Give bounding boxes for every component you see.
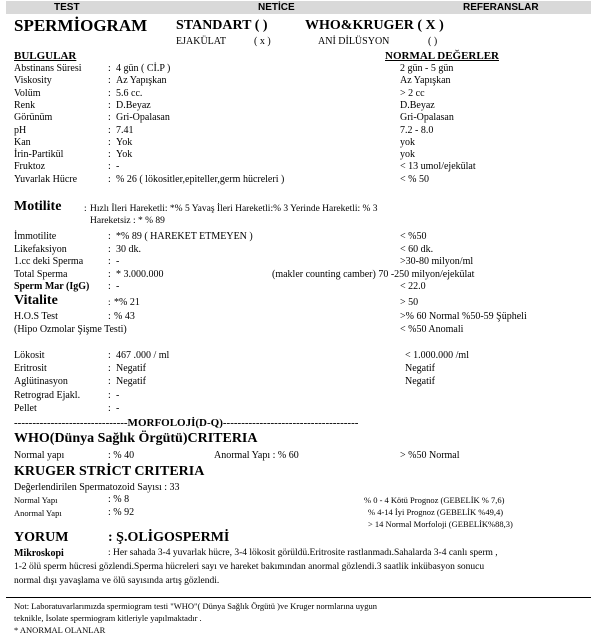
mikroskopi-label: Mikroskopi — [14, 548, 64, 559]
result-separator: : — [108, 112, 111, 124]
kruger-title: KRUGER STRİCT CRITERIA — [14, 464, 205, 479]
result-value: * 3.000.000 — [116, 268, 164, 280]
result-value: 7.41 — [116, 124, 134, 136]
result-value: 4 gün ( Cİ.P ) — [116, 63, 171, 74]
result-reference: Gri-Opalasan — [400, 112, 454, 124]
result-separator: : — [108, 376, 111, 388]
result-value: 467 .000 / ml — [116, 350, 170, 361]
result-label: Pellet — [14, 402, 37, 414]
result-reference: yok — [400, 149, 415, 161]
result-reference: < %50 — [400, 231, 427, 242]
who-title: WHO(Dünya Sağlık Örgütü)CRITERIA — [14, 431, 258, 446]
result-label: İmmotilite — [14, 231, 57, 242]
result-separator: : — [108, 402, 111, 414]
result-separator: : — [108, 161, 111, 173]
ani-dilusyon-label: ANİ DİLÜSYON — [318, 36, 390, 47]
result-separator: : — [108, 149, 111, 161]
note-line2: teknikle, İsolate spermiogram kitleriyle yapılmaktadır . — [14, 613, 202, 623]
result-label: Likefaksiyon — [14, 243, 67, 255]
kruger-degerlendirilen: Değerlendirilen Spermatozoid Sayısı : 33 — [14, 482, 180, 493]
result-label: Aglütinasyon — [14, 376, 68, 388]
result-separator: : — [108, 389, 111, 401]
result-label: Eritrosit — [14, 363, 47, 375]
mikroskopi-line2: 1-2 ölü sperm hücresi gözlendi.Sperma hücreleri sayı ve hareket bakımından anormal gözlendi.3 saatlik inkübasyon sonucu — [14, 562, 485, 572]
result-separator: : — [108, 173, 111, 185]
header-netice: NETİCE — [258, 2, 295, 13]
result-value: Gri-Opalasan — [116, 112, 170, 124]
vitalite-ref: > 50 — [400, 297, 419, 308]
result-separator: : — [108, 87, 111, 99]
kruger-anormal-value: : % 92 — [108, 507, 135, 518]
result-value: Yok — [116, 149, 133, 161]
result-separator: : — [108, 350, 111, 361]
result-value: - — [116, 402, 120, 414]
column-bulgular: BULGULAR — [14, 50, 77, 62]
result-label: Kan — [14, 136, 31, 148]
result-reference: Negatif — [405, 376, 435, 388]
result-reference: (makler counting camber) 70 -250 milyon/ejekülat — [272, 268, 475, 280]
result-reference: D.Beyaz — [400, 99, 435, 111]
morfoloji-text: -------------------------------MORFOLOJİ(D-Q)------------------------------------- — [14, 417, 359, 429]
result-value: 5.6 cc. — [116, 87, 143, 99]
motilite-line2: Hareketsiz : * % 89 — [90, 216, 165, 226]
result-reference: > 2 cc — [400, 87, 425, 99]
result-value: Negatif — [116, 363, 146, 375]
result-reference: 7.2 - 8.0 — [400, 124, 434, 136]
vitalite-sep: : — [108, 298, 111, 308]
result-value: - — [116, 281, 120, 293]
result-separator: : — [108, 136, 111, 148]
result-label: pH — [14, 124, 27, 136]
ejakulat-mark: ( x ) — [254, 36, 271, 47]
hos-sep: : — [108, 311, 111, 322]
result-label: Volüm — [14, 87, 41, 99]
header-referans: REFERANSLAR — [463, 2, 539, 13]
note-line1: Not: Laboratuvarlarımızda spermiogram testi "WHO"( Dünya Sağlık Örgütü )ve Kruger normlarına uygun — [14, 601, 377, 611]
note-line3: * ANORMAL OLANLAR — [14, 625, 106, 635]
mikroskopi-line1: : Her sahada 3-4 yuvarlak hücre, 3-4 lökosit görüldü.Eritrosite rastlanmadı.Sahalarda 3-4 canlı sperm , — [108, 548, 498, 558]
result-label: İrin-Partikül — [14, 149, 64, 161]
who-kruger-option: WHO&KRUGER ( X ) — [305, 18, 444, 33]
hos-value: % 43 — [114, 311, 135, 322]
result-reference: < 1.000.000 /ml — [405, 350, 469, 361]
ejakulat-label: EJAKÜLAT — [176, 36, 226, 47]
result-value: Az Yapışkan — [116, 75, 167, 87]
standart-option: STANDART ( ) — [176, 18, 268, 33]
who-normal-label: Normal yapı — [14, 450, 65, 461]
result-reference: Az Yapışkan — [400, 75, 451, 87]
hos-label: H.O.S Test — [14, 311, 58, 322]
result-label: Viskosity — [14, 75, 52, 87]
result-value: D.Beyaz — [116, 99, 151, 111]
motilite-sep: : — [84, 204, 87, 214]
result-label: Yuvarlak Hücre — [14, 173, 78, 185]
result-value: - — [116, 389, 120, 401]
report-title: SPERMİOGRAM — [14, 16, 148, 35]
result-reference: < 13 umol/ejekülat — [400, 161, 476, 173]
result-separator: : — [108, 256, 111, 268]
kruger-ref-2: % 4-14 İyi Prognoz (GEBELİK %49,4) — [368, 507, 504, 517]
header-test: TEST — [54, 2, 80, 13]
vitalite-value: *% 21 — [114, 297, 140, 308]
yorum-label: YORUM — [14, 530, 69, 545]
result-reference: 2 gün - 5 gün — [400, 63, 454, 74]
result-value: - — [116, 161, 120, 173]
result-separator: : — [108, 281, 111, 293]
morfoloji-heading — [14, 417, 358, 429]
kruger-ref-3: > 14 Normal Morfoloji (GEBELİK%88,3) — [368, 519, 513, 529]
result-separator: : — [108, 231, 111, 242]
result-reference: < 60 dk. — [400, 243, 434, 255]
ani-dilusyon-mark: ( ) — [428, 36, 438, 47]
result-label: Total Sperma — [14, 268, 68, 280]
hos-description: (Hipo Ozmolar Şişme Testi) — [14, 324, 127, 335]
result-label: Fruktoz — [14, 161, 46, 173]
result-label: Görünüm — [14, 112, 53, 124]
hos-ref-anomali: < %50 Anomali — [400, 324, 464, 335]
yorum-value: : Ş.OLİGOSPERMİ — [108, 530, 230, 545]
result-separator: : — [108, 243, 111, 255]
note-divider — [6, 597, 591, 598]
result-label: Abstinans Süresi — [14, 63, 82, 74]
kruger-anormal-label: Anormal Yapı — [14, 508, 62, 518]
result-separator: : — [108, 99, 111, 111]
result-label: Lökosit — [14, 350, 45, 361]
result-label: Retrograd Ejakl. — [14, 389, 81, 401]
motilite-line1: Hızlı İleri Hareketli: *% 5 Yavaş İleri Hareketli:% 3 Yerinde Hareketli: % 3 — [90, 204, 378, 214]
kruger-ref-1: % 0 - 4 Kötü Prognoz (GEBELİK % 7,6) — [364, 495, 505, 505]
kruger-normal-label: Normal Yapı — [14, 495, 58, 505]
result-value: % 26 ( lökositler,epiteller,germ hücreleri ) — [116, 173, 285, 185]
result-reference: Negatif — [405, 363, 435, 375]
result-separator: : — [108, 363, 111, 375]
mikroskopi-line3: normal dışı yavaşlama ve ölü sayısında artış gözlendi. — [14, 576, 220, 586]
who-ref: > %50 Normal — [400, 450, 460, 461]
result-label: 1.cc deki Sperma — [14, 256, 84, 268]
who-normal-value: : % 40 — [108, 450, 135, 461]
result-separator: : — [108, 75, 111, 87]
column-normal-degerler: NORMAL DEĞERLER — [385, 50, 499, 62]
result-label: Renk — [14, 99, 36, 111]
result-separator: : — [108, 63, 111, 74]
who-anormal: Anormal Yapı : % 60 — [214, 450, 299, 461]
hos-ref: >% 60 Normal %50-59 Şüpheli — [400, 311, 527, 322]
result-value: Negatif — [116, 376, 146, 388]
result-separator: : — [108, 268, 111, 280]
result-value: *% 89 ( HAREKET ETMEYEN ) — [116, 231, 253, 242]
kruger-normal-value: : % 8 — [108, 494, 130, 505]
result-value: Yok — [116, 136, 133, 148]
result-separator: : — [108, 124, 111, 136]
result-reference: >30-80 milyon/ml — [400, 256, 474, 268]
result-reference: < 22.0 — [400, 281, 426, 293]
result-value: - — [116, 256, 120, 268]
vitalite-label: Vitalite — [14, 293, 58, 308]
result-value: 30 dk. — [116, 243, 141, 255]
motilite-label: Motilite — [14, 199, 62, 214]
result-reference: < % 50 — [400, 173, 429, 185]
result-reference: yok — [400, 136, 415, 148]
result-label: Sperm Mar (IgG) — [14, 281, 90, 293]
